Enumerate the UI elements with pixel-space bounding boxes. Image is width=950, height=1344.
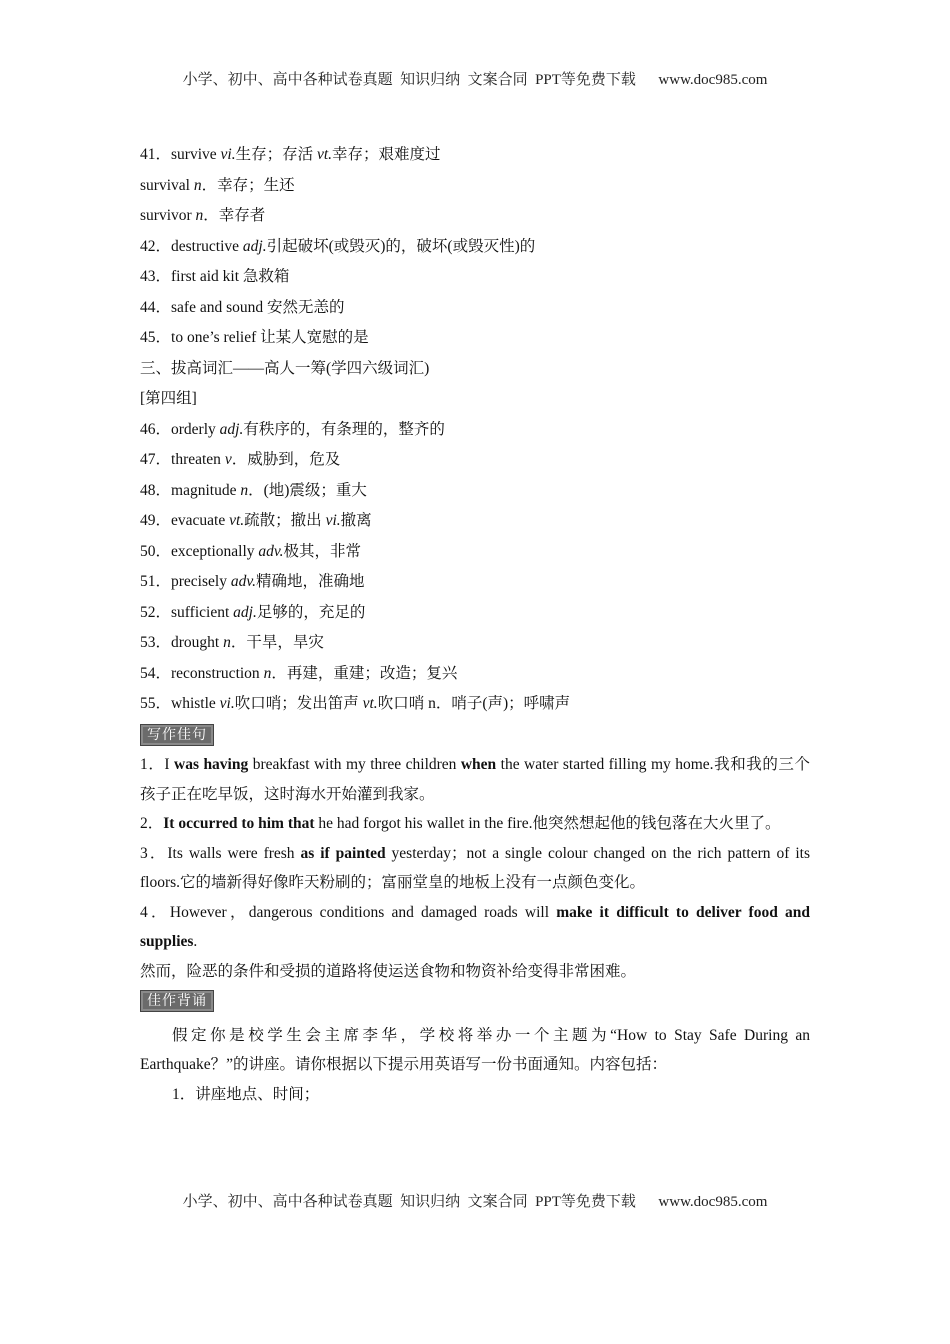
part-of-speech: adj.	[219, 420, 244, 438]
part-of-speech: n	[195, 207, 204, 224]
vocab-word: sufficient	[171, 603, 234, 621]
part-of-speech: vt.	[362, 695, 378, 712]
vocab-item	[140, 201, 810, 232]
part-of-speech: adj.	[233, 603, 257, 621]
vocab-word: survivor	[140, 207, 196, 224]
item-number: 42．	[140, 237, 172, 255]
vocab-meaning: 生存；存活	[235, 146, 317, 163]
part-of-speech: adj.	[242, 237, 267, 255]
vocab-item	[140, 232, 810, 263]
part-of-speech: adv.	[230, 573, 256, 590]
part-of-speech: v	[224, 451, 232, 468]
vocab-word: to one’s relief	[171, 329, 261, 346]
vocab-word: safe and sound	[171, 298, 268, 316]
item-number: 55．	[140, 695, 172, 712]
vocab-word: magnitude	[171, 481, 241, 499]
vocab-meaning: ．干旱，旱灾	[230, 634, 324, 651]
vocab-word: precisely	[171, 573, 231, 590]
part-of-speech: vi.	[325, 512, 341, 529]
vocab-meaning: 让某人宽慰的是	[260, 329, 369, 346]
part-of-speech: vt.	[316, 146, 333, 163]
vocab-meaning: 足够的，充足的	[256, 603, 366, 621]
vocab-meaning: ．幸存；生还	[201, 176, 295, 194]
group-label: [第四组]	[140, 390, 197, 407]
vocab-word: orderly	[171, 420, 220, 438]
vocab-meaning: 幸存；艰难度过	[332, 146, 441, 163]
vocab-item	[140, 140, 810, 171]
item-number: 52．	[140, 603, 172, 621]
sentence-text: the water started filling my home.我和我的三个孩子正在吃早饭，这时海水开始灌到我家。	[140, 756, 810, 803]
vocab-meaning: 安然无恙的	[267, 298, 345, 316]
vocab-item	[140, 659, 810, 690]
example-sentence	[140, 809, 810, 839]
vocab-item	[140, 262, 810, 293]
vocab-meaning: 吹口哨 n．哨子(声)；呼啸声	[377, 695, 571, 712]
vocab-meaning: 有秩序的，有条理的，整齐的	[243, 420, 445, 438]
item-number: 51．	[140, 573, 172, 590]
page-header: 小学、初中、高中各种试卷真题 知识归纳 文案合同 PPT等免费下载 www.doc985.com	[182, 72, 768, 88]
vocab-item	[140, 476, 810, 507]
vocab-item	[140, 567, 810, 598]
item-number: 46．	[140, 420, 172, 438]
vocab-meaning: 精确地，准确地	[255, 573, 365, 590]
vocab-meaning: 引起破坏(或毁灭)的，破坏(或毁灭性)的	[266, 237, 536, 255]
prompt-item-1: 1．讲座地点、时间；	[172, 1085, 320, 1103]
writing-prompt: 假定你是校学生会主席李华，学校将举办一个主题为“How to Stay Safe During an Earthquake？”的讲座。请你根据以下提示用英语写一份书面通知。内容包括：	[140, 1026, 810, 1073]
sentence-4-translation: 然而，险恶的条件和受损的道路将使运送食物和物资补给变得非常困难。	[140, 962, 637, 980]
writing-sentences-badge: 写作佳句	[140, 724, 214, 746]
vocab-meaning: ．(地)震级；重大	[248, 481, 367, 499]
sentence-text: 2．	[140, 815, 164, 832]
vocab-list-a	[140, 140, 810, 354]
item-number: 48．	[140, 481, 172, 499]
item-number: 54．	[140, 664, 172, 682]
sentence-text: 4．However，dangerous conditions and damaged roads will	[140, 903, 557, 921]
part-of-speech: n	[223, 634, 231, 651]
part-of-speech: n	[193, 176, 202, 194]
vocab-item	[140, 445, 810, 476]
sentence-text: 1．I	[140, 756, 175, 773]
vocab-word: first aid kit	[171, 268, 243, 285]
sentence-text: breakfast with my three children	[248, 756, 461, 773]
vocab-item	[140, 293, 810, 324]
vocab-word: whistle	[171, 695, 220, 712]
page-footer: 小学、初中、高中各种试卷真题 知识归纳 文案合同 PPT等免费下载 www.doc985.com	[182, 1194, 768, 1210]
item-number: 49．	[140, 512, 172, 529]
vocab-word: evacuate	[171, 512, 230, 529]
vocab-word: drought	[171, 634, 224, 651]
vocab-meaning: 急救箱	[242, 268, 290, 285]
sentence-text: .	[193, 933, 198, 950]
item-number: 53．	[140, 634, 172, 651]
document-body	[140, 140, 810, 1109]
vocab-item	[140, 537, 810, 568]
vocab-item	[140, 506, 810, 537]
part-of-speech: n	[240, 481, 249, 499]
section-title: 三、拔高词汇——高人一筹(学四六级词汇)	[140, 359, 430, 377]
vocab-word: reconstruction	[171, 664, 264, 682]
sentence-list	[140, 750, 810, 957]
example-sentence	[140, 898, 810, 957]
vocab-item	[140, 323, 810, 354]
key-phrase: when	[460, 756, 497, 773]
vocab-meaning: ．幸存者	[203, 207, 266, 224]
recite-essay-badge: 佳作背诵	[140, 990, 214, 1012]
key-phrase: was having	[174, 756, 249, 773]
part-of-speech: vi.	[220, 146, 236, 163]
part-of-speech: vi.	[219, 695, 235, 712]
key-phrase: make it difficult to deliver food and supplies	[140, 903, 810, 950]
key-phrase: It occurred to him that	[163, 815, 315, 832]
vocab-item	[140, 415, 810, 446]
vocab-word: destructive	[171, 237, 243, 255]
vocab-list-b	[140, 415, 810, 720]
vocab-word: survive	[171, 146, 221, 163]
item-number: 45．	[140, 329, 172, 346]
vocab-word: threaten	[171, 451, 225, 468]
vocab-meaning: 极其，非常	[283, 542, 362, 560]
vocab-word: survival	[140, 176, 194, 194]
example-sentence	[140, 750, 810, 809]
vocab-meaning: ．威胁到，危及	[231, 451, 341, 468]
sentence-text: yesterday；not a single colour changed on the rich pattern of its floors.它的墙新得好像昨天粉刷的；富丽堂皇的地板上没有一点颜色变化。	[140, 844, 810, 891]
part-of-speech: vt.	[229, 512, 245, 529]
item-number: 47．	[140, 451, 172, 468]
vocab-item	[140, 628, 810, 659]
part-of-speech: adv.	[258, 542, 284, 560]
example-sentence	[140, 839, 810, 898]
part-of-speech: n	[263, 664, 272, 682]
vocab-meaning: 疏散；撤出	[244, 512, 326, 529]
sentence-text: 3．Its walls were fresh	[140, 844, 301, 862]
vocab-item	[140, 598, 810, 629]
key-phrase: as if painted	[300, 844, 386, 862]
vocab-meaning: 吹口哨；发出笛声	[234, 695, 363, 712]
sentence-text: he had forgot his wallet in the fire.他突然想起他的钱包落在大火里了。	[314, 815, 781, 832]
item-number: 44．	[140, 298, 172, 316]
vocab-item	[140, 689, 810, 720]
item-number: 50．	[140, 542, 172, 560]
vocab-meaning: ．再建，重建；改造；复兴	[271, 664, 458, 682]
item-number: 41．	[140, 146, 172, 163]
vocab-item	[140, 171, 810, 202]
vocab-meaning: 撤离	[340, 512, 372, 529]
item-number: 43．	[140, 268, 172, 285]
vocab-word: exceptionally	[171, 542, 259, 560]
